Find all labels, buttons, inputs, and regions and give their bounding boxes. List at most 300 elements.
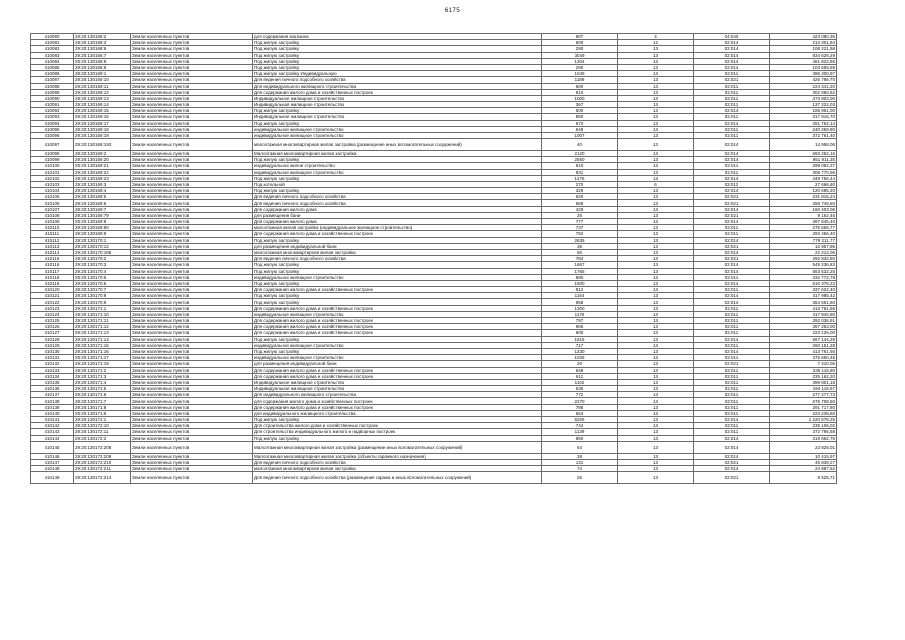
cell-use-code: 02:011 bbox=[694, 305, 770, 311]
cell-cadastral-number: 29:20:130169:8 bbox=[74, 219, 131, 225]
cell-cadastral-value: 413 761,56 bbox=[770, 348, 837, 354]
cell-cadastral-value: 23 825,01 bbox=[770, 441, 837, 453]
cell-cadastral-value: 417 940,90 bbox=[770, 311, 837, 317]
cell-row-number: 410149 bbox=[31, 472, 74, 484]
cell-area: 2270 bbox=[542, 398, 618, 404]
cell-area: 850 bbox=[542, 114, 618, 120]
cell-use-code: 02:014 bbox=[694, 188, 770, 194]
cell-row-number: 410118 bbox=[31, 274, 74, 280]
cell-group-number: 13 bbox=[618, 386, 694, 392]
cell-permitted-use: Под жилую застройку bbox=[253, 46, 542, 52]
cell-land-category: Земли населенных пунктов bbox=[131, 262, 253, 268]
cell-use-code: 02:011 bbox=[694, 274, 770, 280]
cell-cadastral-value: 277 277,73 bbox=[770, 392, 837, 398]
cell-land-category: Земли населенных пунктов bbox=[131, 429, 253, 435]
cell-use-code: 02:014 bbox=[694, 465, 770, 471]
cell-group-number: 13 bbox=[618, 64, 694, 70]
cell-permitted-use: Под жилую застройку bbox=[253, 262, 542, 268]
cell-cadastral-number: 29:20:130171:4 bbox=[74, 379, 131, 385]
cell-permitted-use: Малоэтажная многоквартирная жилая застройка (размещение иных вспомогательных сооружений) bbox=[253, 441, 542, 453]
cell-cadastral-number: 29:20:130169:3 bbox=[74, 181, 131, 187]
cell-cadastral-number: 29:20:130168:9 bbox=[74, 64, 131, 70]
cell-land-category: Земли населенных пунктов bbox=[131, 336, 253, 342]
cell-permitted-use: Для содержания жилого дома и хозяйственных построек bbox=[253, 305, 542, 311]
cell-group-number: 13 bbox=[618, 417, 694, 423]
cell-land-category: Земли населенных пунктов bbox=[131, 237, 253, 243]
cell-area: 60 bbox=[542, 249, 618, 255]
cell-area: 429 bbox=[542, 206, 618, 212]
cell-land-category: Земли населенных пунктов bbox=[131, 194, 253, 200]
cell-use-code: 02:011 bbox=[694, 89, 770, 95]
cell-row-number: 410130 bbox=[31, 348, 74, 354]
cell-area: 1500 bbox=[542, 280, 618, 286]
cell-cadastral-number: 29:20:130169:20 bbox=[74, 157, 131, 163]
cell-land-category: Земли населенных пунктов bbox=[131, 58, 253, 64]
cell-area: 1276 bbox=[542, 175, 618, 181]
cell-land-category: Земли населенных пунктов bbox=[131, 188, 253, 194]
cell-area: 1049 bbox=[542, 71, 618, 77]
cell-permitted-use: индивидуальное жилищное строительство bbox=[253, 274, 542, 280]
cell-permitted-use: Для ведения личного подсобного хозяйства (размещение гаража и иных вспомогательных сооружений) bbox=[253, 472, 542, 484]
cell-cadastral-number: 29:20:130169:15 bbox=[74, 108, 131, 114]
cell-row-number: 410108 bbox=[31, 212, 74, 218]
cell-permitted-use: индивидуальное жилищное строительство bbox=[253, 355, 542, 361]
cell-area: 600 bbox=[542, 330, 618, 336]
cell-use-code: 02:011 bbox=[694, 324, 770, 330]
cell-use-code: 02:014 bbox=[694, 52, 770, 58]
cell-group-number: 13 bbox=[618, 472, 694, 484]
cell-land-category: Земли населенных пунктов bbox=[131, 181, 253, 187]
cell-use-code: 02:021 bbox=[694, 243, 770, 249]
cell-area: 535 bbox=[542, 386, 618, 392]
cell-cadastral-number: 29:20:130169:2 bbox=[74, 150, 131, 156]
cell-land-category: Земли населенных пунктов bbox=[131, 34, 253, 40]
cell-row-number: 410114 bbox=[31, 249, 74, 255]
cell-row-number: 410141 bbox=[31, 417, 74, 423]
cell-permitted-use: Для ведения личного подсобного хозяйства bbox=[253, 200, 542, 206]
cell-row-number: 410128 bbox=[31, 336, 74, 342]
cell-row-number: 410136 bbox=[31, 386, 74, 392]
cell-cadastral-value: 27 666,60 bbox=[770, 181, 837, 187]
cell-cadastral-value: 413 761,56 bbox=[770, 305, 837, 311]
cell-land-category: Земли населенных пунктов bbox=[131, 299, 253, 305]
cell-cadastral-value: 357 253,00 bbox=[770, 324, 837, 330]
cell-area: 620 bbox=[542, 194, 618, 200]
cell-land-category: Земли населенных пунктов bbox=[131, 373, 253, 379]
cell-use-code: 02:014 bbox=[694, 299, 770, 305]
cell-permitted-use: Для содержания жилого дома и хозяйственных построек bbox=[253, 404, 542, 410]
cell-cadastral-value: 231 815,24 bbox=[770, 194, 837, 200]
cell-cadastral-number: 29:20:130170:3 bbox=[74, 262, 131, 268]
cell-cadastral-value: 423 080,35 bbox=[770, 34, 837, 40]
cell-area: 25 bbox=[542, 212, 618, 218]
cell-cadastral-number: 29:20:130171:19 bbox=[74, 361, 131, 367]
cell-row-number: 410138 bbox=[31, 398, 74, 404]
cell-row-number: 410117 bbox=[31, 268, 74, 274]
cell-land-category: Земли населенных пунктов bbox=[131, 219, 253, 225]
cell-land-category: Земли населенных пунктов bbox=[131, 453, 253, 459]
cell-permitted-use: малоэтажная многоквартирная жилая застройка bbox=[253, 465, 542, 471]
cell-group-number: 13 bbox=[618, 348, 694, 354]
cell-land-category: Земли населенных пунктов bbox=[131, 243, 253, 249]
cell-row-number: 410134 bbox=[31, 373, 74, 379]
cell-land-category: Земли населенных пунктов bbox=[131, 52, 253, 58]
cell-use-code: 02:011 bbox=[694, 318, 770, 324]
cell-area: 1007 bbox=[542, 133, 618, 139]
cell-area: 600 bbox=[542, 40, 618, 46]
cell-permitted-use: Под жилую застройку bbox=[253, 175, 542, 181]
cell-row-number: 410142 bbox=[31, 423, 74, 429]
cell-permitted-use: Индивидуальная жилищное строительство bbox=[253, 102, 542, 108]
cell-cadastral-value: 302 860,62 bbox=[770, 89, 837, 95]
cell-area: 367 bbox=[542, 102, 618, 108]
cell-land-category: Земли населенных пунктов bbox=[131, 280, 253, 286]
cell-cadastral-value: 426 786,70 bbox=[770, 77, 837, 83]
cell-cadastral-number: 29:20:130169:80 bbox=[74, 225, 131, 231]
cell-cadastral-number: 29:20:130169:6 bbox=[74, 200, 131, 206]
cell-use-code: 02:011 bbox=[694, 379, 770, 385]
cell-permitted-use: Для содержания жилого дома bbox=[253, 219, 542, 225]
cell-group-number: 13 bbox=[618, 274, 694, 280]
cell-permitted-use: Для ведения личного подсобного хозяйства bbox=[253, 459, 542, 465]
cell-row-number: 410109 bbox=[31, 219, 74, 225]
cell-group-number: 13 bbox=[618, 379, 694, 385]
cell-permitted-use: Малоэтажная многоквартирная жилая застройка (объекты гаражного назначения) bbox=[253, 453, 542, 459]
cell-cadastral-number: 29:20:130171:3 bbox=[74, 373, 131, 379]
cell-cadastral-value: 510 378,23 bbox=[770, 280, 837, 286]
cell-row-number: 410125 bbox=[31, 318, 74, 324]
cell-group-number: 13 bbox=[618, 188, 694, 194]
cell-use-code: 02:011 bbox=[694, 231, 770, 237]
cell-cadastral-value: 549 236,83 bbox=[770, 262, 837, 268]
cell-cadastral-number: 29:20:130169:12 bbox=[74, 89, 131, 95]
page-number: 6175 bbox=[444, 8, 461, 14]
cell-permitted-use: индивидуальное жилое строительство bbox=[253, 163, 542, 169]
cell-land-category: Земли населенных пунктов bbox=[131, 441, 253, 453]
cell-cadastral-value: 223 238,60 bbox=[770, 410, 837, 416]
cell-cadastral-value: 235 106,02 bbox=[770, 423, 837, 429]
cell-row-number: 410112 bbox=[31, 237, 74, 243]
cell-permitted-use: для размещения бани bbox=[253, 212, 542, 218]
cell-permitted-use: Для ведения личного подсобного хозяйства bbox=[253, 256, 542, 262]
cell-cadastral-value: 448 756,44 bbox=[770, 175, 837, 181]
cell-row-number: 410095 bbox=[31, 126, 74, 132]
cell-use-code: 02:014 bbox=[694, 157, 770, 163]
cell-area: 1102 bbox=[542, 379, 618, 385]
cell-row-number: 410087 bbox=[31, 77, 74, 83]
cell-area: 290 bbox=[542, 64, 618, 70]
cell-area: 1300 bbox=[542, 305, 618, 311]
cell-land-category: Земли населенных пунктов bbox=[131, 305, 253, 311]
cell-group-number: 13 bbox=[618, 465, 694, 471]
cell-group-number: 13 bbox=[618, 410, 694, 416]
cell-area: 807 bbox=[542, 34, 618, 40]
cell-cadastral-number: 29:20:130172:2 bbox=[74, 435, 131, 441]
cell-group-number: 13 bbox=[618, 225, 694, 231]
cell-area: 20 bbox=[542, 361, 618, 367]
cell-use-code: 02:011 bbox=[694, 386, 770, 392]
cell-land-category: Земли населенных пунктов bbox=[131, 348, 253, 354]
cell-group-number: 13 bbox=[618, 169, 694, 175]
cell-use-code: 02:011 bbox=[694, 423, 770, 429]
cell-row-number: 410146 bbox=[31, 453, 74, 459]
cell-cadastral-number: 29:20:130170:6 bbox=[74, 280, 131, 286]
cell-area: 1000 bbox=[542, 95, 618, 101]
cell-area: 5205 bbox=[542, 417, 618, 423]
cell-group-number: 13 bbox=[618, 139, 694, 151]
cell-row-number: 410116 bbox=[31, 262, 74, 268]
cell-cadastral-value: 372 761,40 bbox=[770, 133, 837, 139]
cell-permitted-use: Под жилую застройку bbox=[253, 108, 542, 114]
cell-cadastral-value: 8 525,71 bbox=[770, 472, 837, 484]
cell-cadastral-number: 29:20:130169:13 bbox=[74, 95, 131, 101]
cell-group-number: 13 bbox=[618, 287, 694, 293]
cell-area: 890 bbox=[542, 274, 618, 280]
cell-permitted-use: Под жилую застройку bbox=[253, 280, 542, 286]
cell-cadastral-number: 29:20:130172:208 bbox=[74, 441, 131, 453]
cell-group-number: 13 bbox=[618, 212, 694, 218]
cell-use-code: 02:011 bbox=[694, 225, 770, 231]
cell-cadastral-value: 308 770,96 bbox=[770, 169, 837, 175]
cell-cadastral-value: 235 162,20 bbox=[770, 373, 837, 379]
cell-cadastral-value: 293 456,40 bbox=[770, 231, 837, 237]
cell-use-code: 02:014 bbox=[694, 293, 770, 299]
cell-cadastral-value: 240 259,80 bbox=[770, 126, 837, 132]
cell-cadastral-value: 693 252,16 bbox=[770, 150, 837, 156]
cell-use-code: 02:011 bbox=[694, 367, 770, 373]
cell-land-category: Земли населенных пунктов bbox=[131, 398, 253, 404]
cell-permitted-use: Под жилую застройку bbox=[253, 417, 542, 423]
cell-group-number: 13 bbox=[618, 52, 694, 58]
cell-cadastral-value: 373 902,00 bbox=[770, 95, 837, 101]
cell-permitted-use: для размещения индивидуальной бани bbox=[253, 243, 542, 249]
cell-cadastral-number: 29:20:130169:79 bbox=[74, 212, 131, 218]
cell-land-category: Земли населенных пунктов bbox=[131, 83, 253, 89]
cell-permitted-use: Для содержания жилого дома и хозяйственных построек bbox=[253, 318, 542, 324]
cell-row-number: 410131 bbox=[31, 355, 74, 361]
cell-group-number: 13 bbox=[618, 367, 694, 373]
cell-permitted-use: Под жилую застройку bbox=[253, 348, 542, 354]
cell-group-number: 13 bbox=[618, 336, 694, 342]
cell-row-number: 410099 bbox=[31, 157, 74, 163]
cell-group-number: 13 bbox=[618, 89, 694, 95]
cell-use-code: 02:011 bbox=[694, 163, 770, 169]
cell-row-number: 410145 bbox=[31, 441, 74, 453]
cell-cadastral-number: 29:20:130171:9 bbox=[74, 410, 131, 416]
cell-land-category: Земли населенных пунктов bbox=[131, 417, 253, 423]
cell-group-number: 13 bbox=[618, 256, 694, 262]
cell-row-number: 410105 bbox=[31, 194, 74, 200]
cell-cadastral-number: 29:20:130171:13 bbox=[74, 330, 131, 336]
cell-row-number: 410106 bbox=[31, 200, 74, 206]
cell-cadastral-number: 29:20:130170:8 bbox=[74, 293, 131, 299]
table-row bbox=[31, 139, 837, 151]
cell-group-number: 13 bbox=[618, 453, 694, 459]
cell-use-code: 02:011 bbox=[694, 373, 770, 379]
cell-row-number: 410104 bbox=[31, 188, 74, 194]
cell-cadastral-number: 29:20:130169:18 bbox=[74, 126, 131, 132]
cell-cadastral-number: 29:20:130169:23 bbox=[74, 175, 131, 181]
cell-group-number: 13 bbox=[618, 342, 694, 348]
cell-land-category: Земли населенных пунктов bbox=[131, 40, 253, 46]
cell-cadastral-value: 9 162,45 bbox=[770, 212, 837, 218]
cell-cadastral-number: 29:20:130170:2 bbox=[74, 256, 131, 262]
cell-area: 737 bbox=[542, 225, 618, 231]
cell-area: 326 bbox=[542, 188, 618, 194]
cell-permitted-use: Для индивидуального жилищного строительства bbox=[253, 83, 542, 89]
cell-cadastral-value: 337 622,40 bbox=[770, 287, 837, 293]
cell-land-category: Земли населенных пунктов bbox=[131, 256, 253, 262]
cell-group-number: 13 bbox=[618, 133, 694, 139]
cell-cadastral-value: 332 772,78 bbox=[770, 274, 837, 280]
cell-use-code: 02:021 bbox=[694, 212, 770, 218]
cell-use-code: 04:040 bbox=[694, 34, 770, 40]
cell-permitted-use: Для содержания жилого дома и хозяйственных построек bbox=[253, 287, 542, 293]
cell-row-number: 410103 bbox=[31, 181, 74, 187]
table-row bbox=[31, 472, 837, 484]
cell-cadastral-value: 375 660,45 bbox=[770, 355, 837, 361]
cell-land-category: Земли населенных пунктов bbox=[131, 355, 253, 361]
cell-permitted-use: малоэтажная многоквартирная жилая застройка (размещение иных вспомогательных сооружений) bbox=[253, 139, 542, 151]
cell-use-code: 02:014 bbox=[694, 40, 770, 46]
cell-permitted-use: для содержания жилого дома и хозяйственных построек bbox=[253, 398, 542, 404]
cell-group-number: 13 bbox=[618, 243, 694, 249]
cell-permitted-use: Под жилую застройку bbox=[253, 299, 542, 305]
cell-cadastral-value: 24 987,62 bbox=[770, 465, 837, 471]
cell-group-number: 13 bbox=[618, 435, 694, 441]
cell-group-number: 13 bbox=[618, 318, 694, 324]
cell-permitted-use: малоэтажная многоквартирная жилая застройка bbox=[253, 249, 542, 255]
cell-cadastral-value: 194 115,67 bbox=[770, 386, 837, 392]
cell-area: 2120 bbox=[542, 150, 618, 156]
cell-row-number: 410092 bbox=[31, 108, 74, 114]
cell-group-number: 13 bbox=[618, 373, 694, 379]
cell-row-number: 410140 bbox=[31, 410, 74, 416]
cell-cadastral-value: 354 651,60 bbox=[770, 299, 837, 305]
cell-use-code: 02:011 bbox=[694, 311, 770, 317]
cell-group-number: 13 bbox=[618, 71, 694, 77]
cell-area: 717 bbox=[542, 342, 618, 348]
cell-cadastral-value: 292 832,80 bbox=[770, 256, 837, 262]
cell-row-number: 410093 bbox=[31, 114, 74, 120]
cell-use-code: 02:011 bbox=[694, 355, 770, 361]
cell-use-code: 02:014 bbox=[694, 175, 770, 181]
cell-land-category: Земли населенных пунктов bbox=[131, 293, 253, 299]
cell-area: 772 bbox=[542, 392, 618, 398]
cell-use-code: 02:014 bbox=[694, 280, 770, 286]
cell-cadastral-number: 29:20:130171:16 bbox=[74, 348, 131, 354]
cell-group-number: 13 bbox=[618, 102, 694, 108]
cell-land-category: Земли населенных пунктов bbox=[131, 175, 253, 181]
cell-row-number: 410126 bbox=[31, 324, 74, 330]
cell-cadastral-number: 29:20:130169:22 bbox=[74, 169, 131, 175]
cell-cadastral-value: 260 151,28 bbox=[770, 342, 837, 348]
cell-land-category: Земли населенных пунктов bbox=[131, 225, 253, 231]
cell-use-code: 02:014 bbox=[694, 262, 770, 268]
cell-area: 792 bbox=[542, 231, 618, 237]
cell-area: 611 bbox=[542, 373, 618, 379]
cell-area: 653 bbox=[542, 410, 618, 416]
cell-cadastral-number: 29:20:130172:1 bbox=[74, 417, 131, 423]
cell-cadastral-value: 287 645,40 bbox=[770, 219, 837, 225]
cell-cadastral-number: 29:20:130171:2 bbox=[74, 367, 131, 373]
cell-group-number: 13 bbox=[618, 58, 694, 64]
cell-use-code: 02:014 bbox=[694, 441, 770, 453]
cell-cadastral-number: 29:20:130169:16 bbox=[74, 114, 131, 120]
cell-land-category: Земли населенных пунктов bbox=[131, 386, 253, 392]
cell-cadastral-number: 29:20:130172:210 bbox=[74, 459, 131, 465]
cell-area: 797 bbox=[542, 318, 618, 324]
cell-cadastral-value: 235 115,80 bbox=[770, 367, 837, 373]
cell-row-number: 410147 bbox=[31, 459, 74, 465]
cell-land-category: Земли населенных пунктов bbox=[131, 231, 253, 237]
cell-area: 672 bbox=[542, 120, 618, 126]
cell-land-category: Земли населенных пунктов bbox=[131, 206, 253, 212]
cell-group-number: 13 bbox=[618, 249, 694, 255]
cell-row-number: 410127 bbox=[31, 330, 74, 336]
cell-use-code: 02:014 bbox=[694, 417, 770, 423]
cell-permitted-use: Под жилую застройку bbox=[253, 58, 542, 64]
cell-permitted-use: для индивидуального жилищного строительства bbox=[253, 410, 542, 416]
cell-land-category: Земли населенных пунктов bbox=[131, 89, 253, 95]
cell-use-code: 02:011 bbox=[694, 330, 770, 336]
cell-use-code: 02:011 bbox=[694, 410, 770, 416]
cell-cadastral-number: 29:20:130171:10 bbox=[74, 311, 131, 317]
cell-use-code: 02:014 bbox=[694, 46, 770, 52]
cell-permitted-use: Индивидуальное жилищное строительство bbox=[253, 386, 542, 392]
cell-row-number: 410110 bbox=[31, 225, 74, 231]
cell-area: 744 bbox=[542, 423, 618, 429]
cell-group-number: 13 bbox=[618, 46, 694, 52]
cell-group-number: 13 bbox=[618, 404, 694, 410]
cell-area: 777 bbox=[542, 219, 618, 225]
cell-permitted-use: Для индивидуального жилищного строительства bbox=[253, 392, 542, 398]
cell-area: 2635 bbox=[542, 237, 618, 243]
cell-cadastral-number: 29:20:130172:11 bbox=[74, 429, 131, 435]
cell-land-category: Земли населенных пунктов bbox=[131, 311, 253, 317]
cell-cadastral-value: 951 811,35 bbox=[770, 157, 837, 163]
cell-cadastral-value: 417 985,42 bbox=[770, 293, 837, 299]
cell-permitted-use: Под жилую застройку bbox=[253, 157, 542, 163]
cell-permitted-use: Под жилую застройку bbox=[253, 188, 542, 194]
cell-use-code: 02:011 bbox=[694, 102, 770, 108]
cell-permitted-use: Под котельной bbox=[253, 181, 542, 187]
cell-area: 2560 bbox=[542, 157, 618, 163]
cell-permitted-use: Под жилую застройку bbox=[253, 64, 542, 70]
cell-use-code: 02:014 bbox=[694, 206, 770, 212]
cell-cadastral-number: 29:20:130171:8 bbox=[74, 404, 131, 410]
cell-land-category: Земли населенных пунктов bbox=[131, 392, 253, 398]
cell-permitted-use: Под жилую застройку bbox=[253, 52, 542, 58]
cell-cadastral-value: 14 958,06 bbox=[770, 139, 837, 151]
cell-permitted-use: Для строительства жилого дома и хозяйственных построек bbox=[253, 423, 542, 429]
cell-land-category: Земли населенных пунктов bbox=[131, 367, 253, 373]
cell-area: 648 bbox=[542, 367, 618, 373]
cell-group-number: 13 bbox=[618, 108, 694, 114]
cell-group-number: 13 bbox=[618, 262, 694, 268]
cell-land-category: Земли населенных пунктов bbox=[131, 249, 253, 255]
cell-row-number: 410097 bbox=[31, 139, 74, 151]
cell-row-number: 410124 bbox=[31, 311, 74, 317]
cell-cadastral-number: 29:20:130169:5 bbox=[74, 194, 131, 200]
cell-cadastral-number: 29:20:130170:4 bbox=[74, 268, 131, 274]
cell-group-number: 13 bbox=[618, 157, 694, 163]
cell-land-category: Земли населенных пунктов bbox=[131, 435, 253, 441]
cell-permitted-use: малоэтажная жилая застройка (индивидуальное жилищное строительство) bbox=[253, 225, 542, 231]
cell-row-number: 410101 bbox=[31, 169, 74, 175]
cell-permitted-use: Для ведения личного подсобного хозяйства bbox=[253, 194, 542, 200]
cell-row-number: 410090 bbox=[31, 95, 74, 101]
